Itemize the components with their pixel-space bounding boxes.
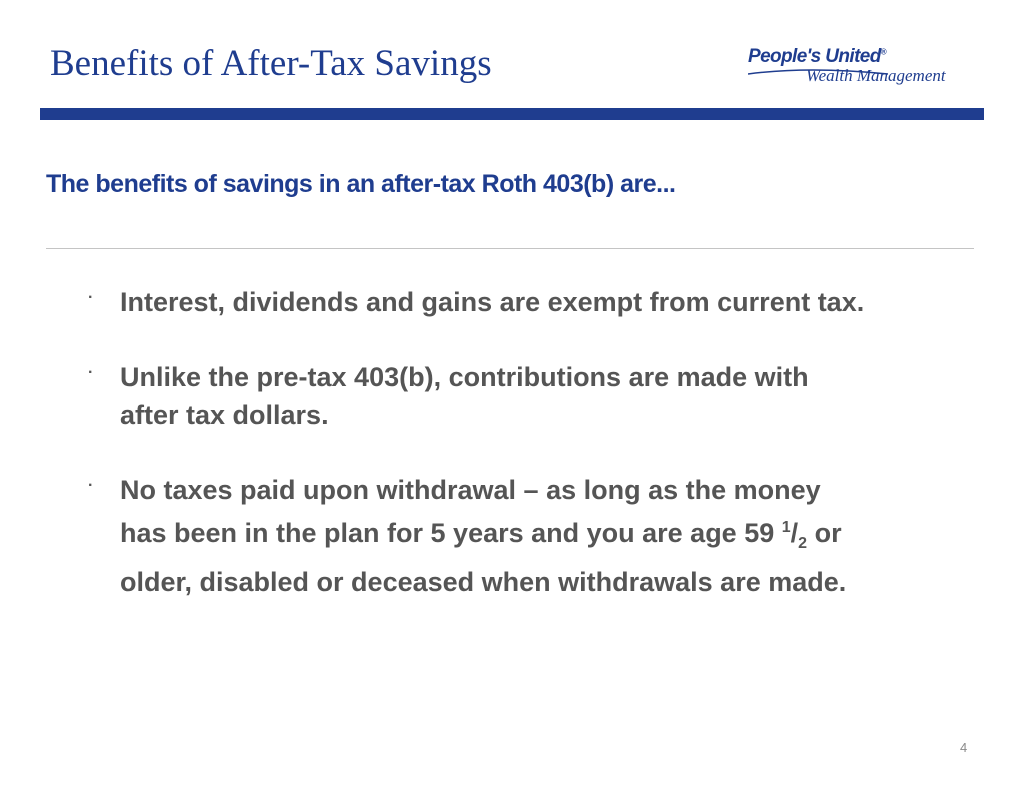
bullet-item	[88, 358, 868, 434]
slide-subtitle: The benefits of savings in an after-tax Roth 403(b) are...	[46, 170, 676, 198]
page-number: 4	[960, 740, 968, 755]
header-rule-bar	[40, 108, 984, 120]
logo-tagline: Wealth Management	[806, 66, 946, 85]
peoples-united-logo	[748, 44, 980, 90]
fraction-denominator: 2	[798, 535, 808, 552]
bullet-text-after: or older, disabled or deceased when withdrawals are made.	[120, 518, 847, 597]
fraction-slash: /	[790, 518, 799, 548]
section-divider	[46, 248, 974, 249]
slide-title: Benefits of After-Tax Savings	[50, 43, 492, 84]
bullet-text	[120, 475, 846, 597]
bullet-item	[88, 471, 868, 601]
bullet-marker: ·	[88, 289, 94, 306]
bullet-text: Interest, dividends and gains are exempt from current tax.	[120, 287, 865, 317]
logo-brand-name: People's United®	[748, 46, 887, 67]
bullet-list	[88, 283, 868, 638]
fraction-numerator: 1	[781, 519, 791, 536]
bullet-text: Unlike the pre-tax 403(b), contributions are made with after tax dollars.	[120, 362, 809, 430]
bullet-marker: ·	[88, 364, 94, 381]
bullet-marker: ·	[88, 477, 94, 494]
bullet-item	[88, 283, 868, 321]
bullet-text-before: No taxes paid upon withdrawal – as long as the money has been in the plan for 5 years and you are age 59	[120, 475, 821, 548]
